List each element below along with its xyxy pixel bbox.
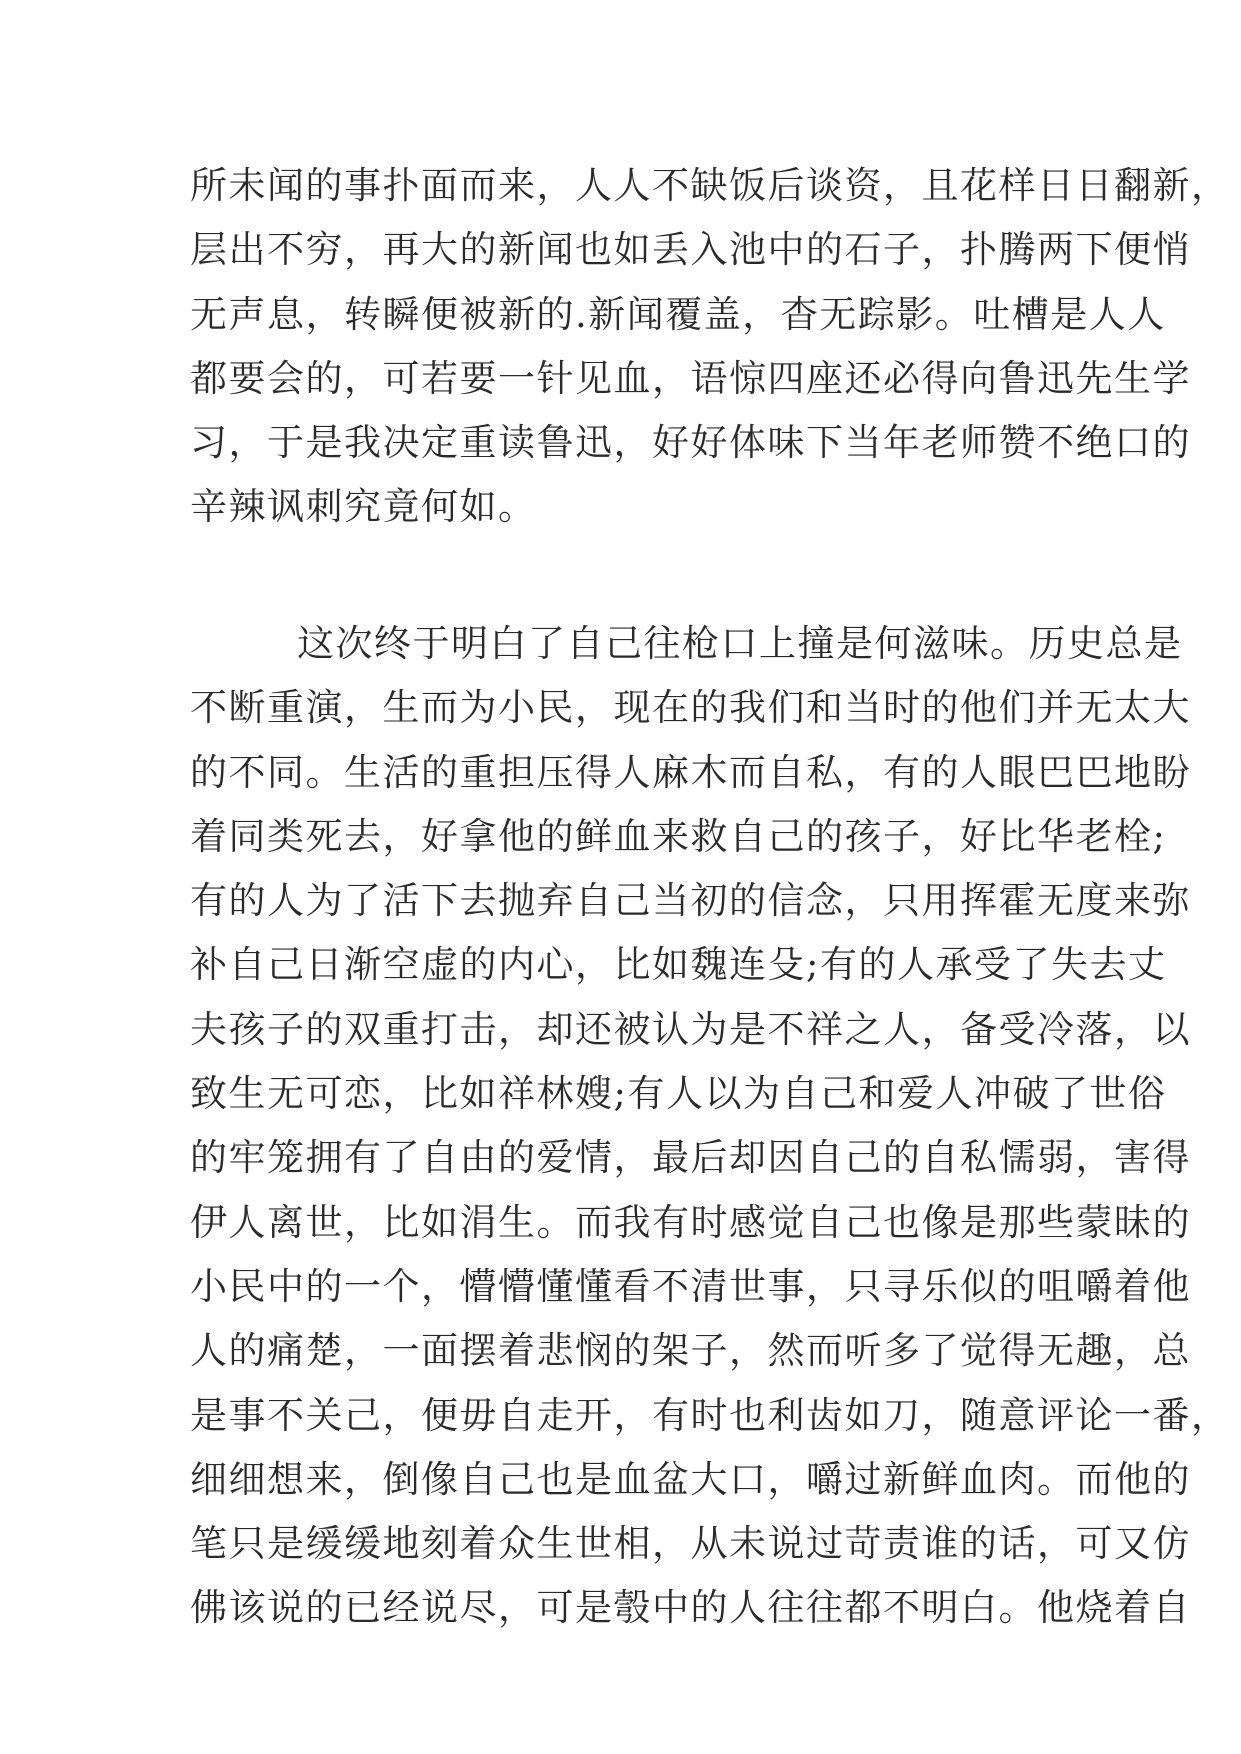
text-line: 有的人为了活下去抛弃自己当初的信念，只用挥霍无度来弥 xyxy=(190,879,1191,923)
paragraph-1 xyxy=(190,154,1230,540)
text-line: 人的痛楚，一面摆着悲悯的架子，然而听多了觉得无趣，总 xyxy=(190,1329,1191,1373)
text-line: 细细想来，倒像自己也是血盆大口，嚼过新鲜血肉。而他的 xyxy=(190,1457,1191,1501)
text-line: 不断重演，生而为小民，现在的我们和当时的他们并无太大 xyxy=(190,686,1191,730)
text-line: 是事不关己，便毋自走开，有时也利齿如刀，随意评论一番， xyxy=(190,1393,1230,1437)
text-line: 致生无可恋，比如祥林嫂;有人以为自己和爱人冲破了世俗 xyxy=(190,1072,1167,1116)
paragraph-2 xyxy=(190,612,1230,1641)
text-line: 习，于是我决定重读鲁迅，好好体味下当年老师赞不绝口的 xyxy=(190,421,1191,465)
text-line: 的牢笼拥有了自由的爱情，最后却因自己的自私懦弱，害得 xyxy=(190,1136,1191,1180)
text-line: 无声息，转瞬便被新的.新闻覆盖，杳无踪影。吐槽是人人 xyxy=(190,292,1166,336)
text-line: 伊人离世，比如涓生。而我有时感觉自己也像是那些蒙昧的 xyxy=(190,1200,1191,1244)
text-line: 层出不穷，再大的新闻也如丢入池中的石子，扑腾两下便悄 xyxy=(190,228,1191,272)
text-line: 小民中的一个，懵懵懂懂看不清世事，只寻乐似的咀嚼着他 xyxy=(190,1264,1191,1308)
text-line: 都要会的，可若要一针见血，语惊四座还必得向鲁迅先生学 xyxy=(190,356,1191,400)
text-line: 夫孩子的双重打击，却还被认为是不祥之人，备受冷落，以 xyxy=(190,1007,1191,1051)
text-line: 笔只是缓缓地刻着众生世相，从未说过苛责谁的话，可又仿 xyxy=(190,1522,1191,1566)
text-line: 着同类死去，好拿他的鲜血来救自己的孩子，好比华老栓; xyxy=(190,814,1167,858)
text-line: 的不同。生活的重担压得人麻木而自私，有的人眼巴巴地盼 xyxy=(190,750,1191,794)
text-line: 这次终于明白了自己往枪口上撞是何滋味。历史总是 xyxy=(297,622,1183,665)
text-line: 补自己日渐空虚的内心，比如魏连殳;有的人承受了失去丈 xyxy=(190,943,1167,987)
text-line: 辛辣讽刺究竟何如。 xyxy=(190,485,537,529)
text-line: 佛该说的已经说尽，可是彀中的人往往都不明白。他烧着自 xyxy=(190,1586,1191,1630)
text-line: 所未闻的事扑面而来，人人不缺饭后谈资，且花样日日翻新， xyxy=(190,164,1230,207)
